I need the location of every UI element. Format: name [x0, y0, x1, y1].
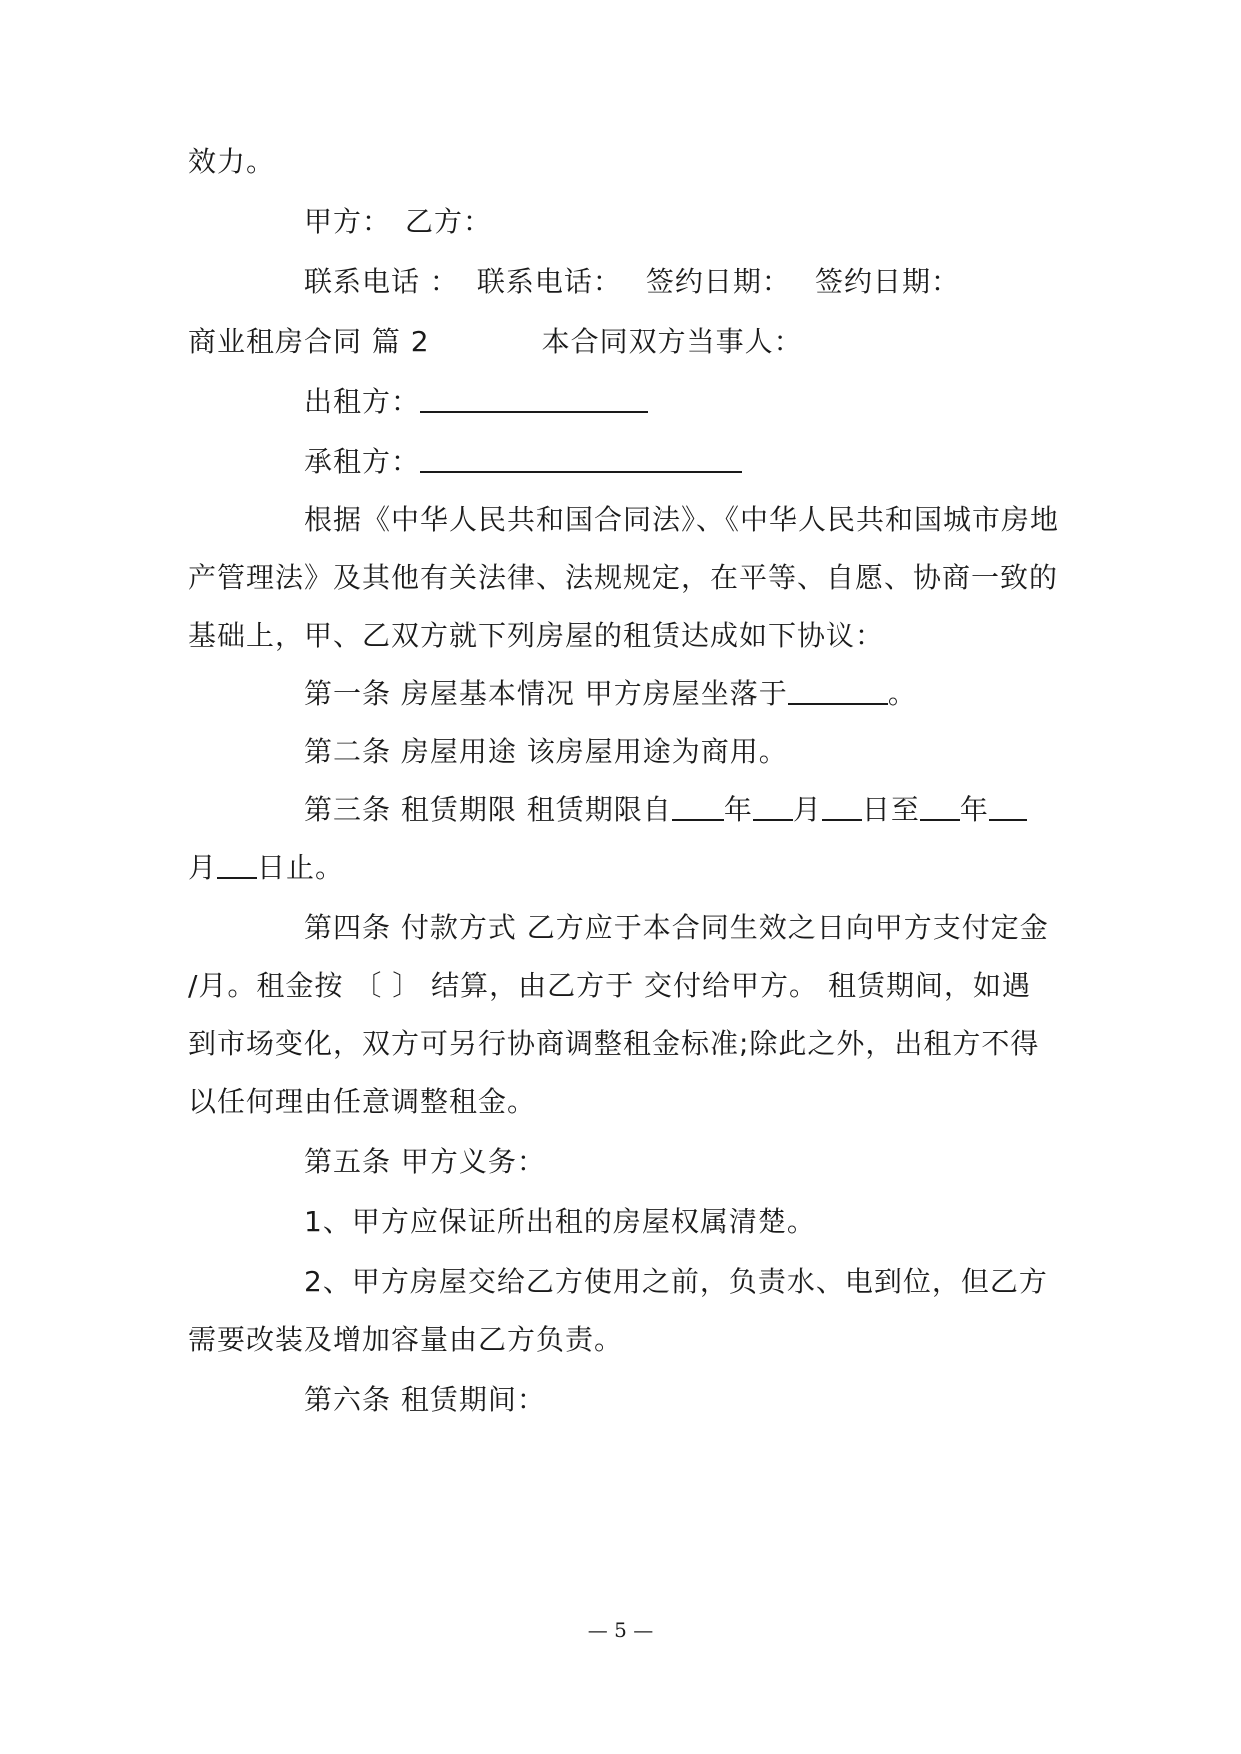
text-segment: 日至 [861, 793, 920, 826]
lessee-label: 承租方： [304, 445, 421, 478]
text-line [188, 1082, 1068, 1122]
sign-date-a: 签约日期： [645, 265, 791, 298]
page-number: — 5 — [587, 1618, 654, 1642]
text-segment: 需要改装及增加容量由乙方负责。 [188, 1323, 624, 1356]
text-segment: 年 [723, 793, 753, 826]
article-6-line [304, 1380, 1074, 1420]
end-day-blank [217, 851, 257, 879]
start-day-blank [822, 793, 862, 821]
text-line [188, 142, 1068, 182]
start-year-blank [672, 793, 724, 821]
article-1-line [304, 674, 1074, 714]
text-segment: 。 [887, 677, 917, 710]
text-segment: 月 [188, 851, 218, 884]
text-line [188, 966, 1068, 1006]
text-segment: 产管理法》及其他有关法律、法规规定，在平等、自愿、协商一致的 [188, 561, 1059, 594]
contact-line [304, 262, 1074, 302]
text-segment: 月 [792, 793, 822, 826]
location-blank [788, 677, 888, 705]
text-segment: 日止。 [257, 851, 345, 884]
party-a-label: 甲方： [304, 205, 392, 238]
sign-date-b: 签约日期： [814, 265, 960, 298]
lessee-blank [420, 445, 742, 473]
lessor-line [304, 382, 1074, 422]
article-5-heading: 第五条 甲方义务： [304, 1145, 546, 1178]
text-segment: 以任何理由任意调整租金。 [188, 1085, 537, 1118]
article-5-line [304, 1142, 1074, 1182]
clause-text: 1、甲方应保证所出租的房屋权属清楚。 [304, 1205, 816, 1238]
text-segment: 到市场变化，双方可另行协商调整租金标准;除此之外，出租方不得 [188, 1027, 1040, 1060]
lessor-blank [420, 385, 648, 413]
article-1-text: 第一条 房屋基本情况 甲方房屋坐落于 [304, 677, 788, 710]
end-month-blank [989, 793, 1027, 821]
text-segment: 效力。 [188, 145, 276, 178]
article-2-text: 第二条 房屋用途 该房屋用途为商用。 [304, 735, 788, 768]
text-line [188, 616, 1068, 656]
text-line [188, 1320, 1068, 1360]
text-segment: 根据《中华人民共和国合同法》、《中华人民共和国城市房地 [304, 503, 1060, 536]
parties-intro: 本合同双方当事人： [541, 325, 803, 358]
lessee-line [304, 442, 1074, 482]
text-segment: 基础上，甲、乙双方就下列房屋的租赁达成如下协议： [188, 619, 885, 652]
start-month-blank [753, 793, 793, 821]
text-line [188, 1024, 1068, 1064]
contact-phone-b: 联系电话： [476, 265, 622, 298]
text-line [304, 500, 1074, 540]
clause-line [304, 1262, 1074, 1302]
signature-party-line [304, 202, 1074, 242]
text-segment: /月。租金按 〔 〕 结算，由乙方于 交付给甲方。 租赁期间，如遇 [188, 969, 1031, 1002]
text-line [188, 848, 1068, 888]
clause-text: 2、甲方房屋交给乙方使用之前，负责水、电到位，但乙方 [304, 1265, 1048, 1298]
article-4-text: 第四条 付款方式 乙方应于本合同生效之日向甲方支付定金 [304, 911, 1049, 944]
end-year-blank [920, 793, 960, 821]
text-line [188, 558, 1068, 598]
article-3-text: 第三条 租赁期限 租赁期限自 [304, 793, 672, 826]
clause-line [304, 1202, 1074, 1242]
section-heading: 商业租房合同 篇 2 [188, 325, 430, 358]
article-3-line [304, 790, 1074, 830]
contact-phone-a: 联系电话 ： [304, 265, 459, 298]
section-heading-line [188, 322, 1068, 362]
text-segment: 年 [959, 793, 989, 826]
article-4-line [304, 908, 1074, 948]
article-2-line [304, 732, 1074, 772]
article-6-heading: 第六条 租赁期间： [304, 1383, 546, 1416]
party-b-label: 乙方： [405, 205, 493, 238]
lessor-label: 出租方： [304, 385, 421, 418]
